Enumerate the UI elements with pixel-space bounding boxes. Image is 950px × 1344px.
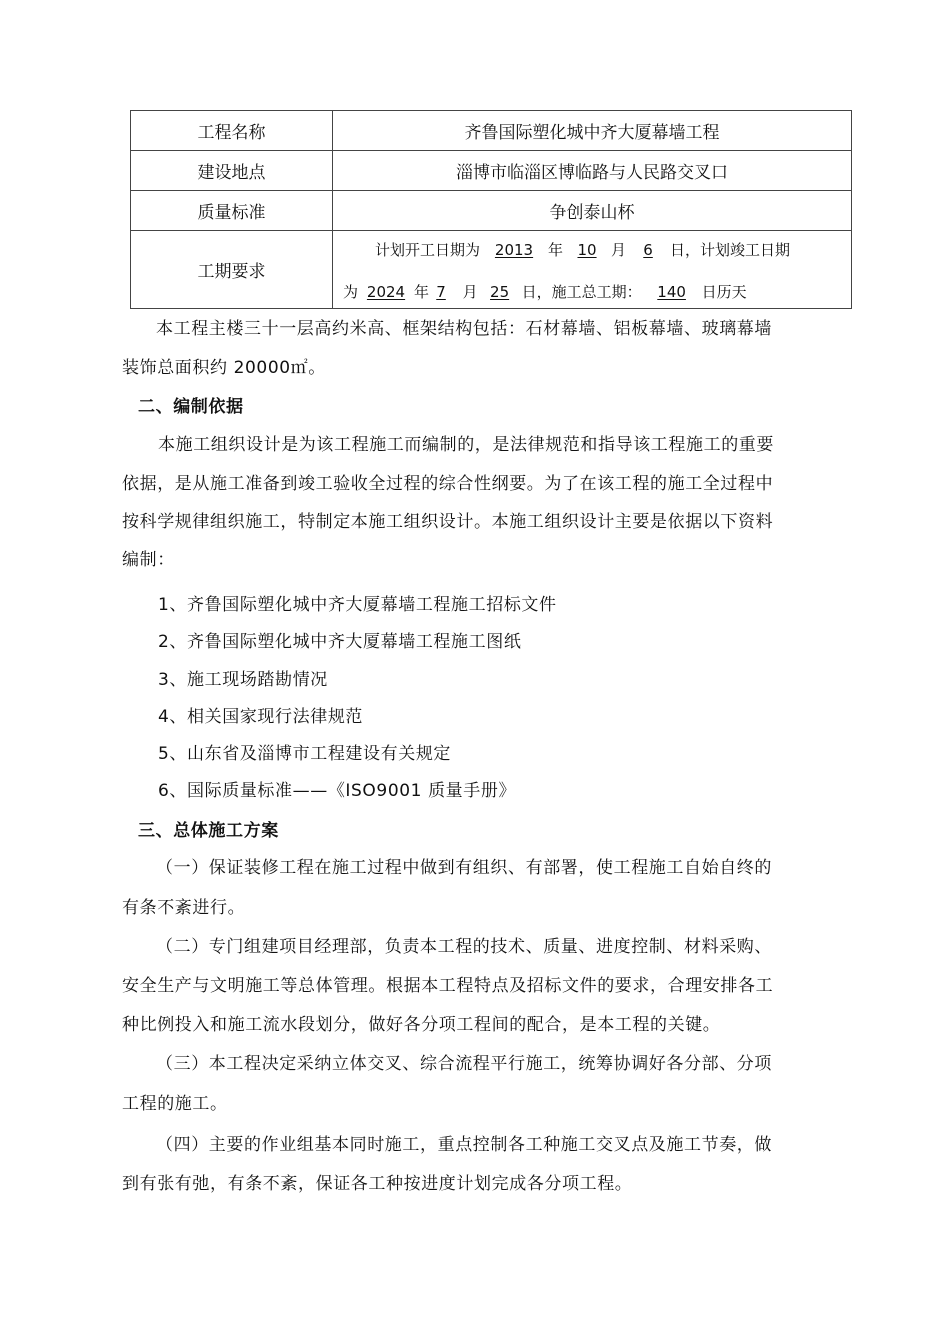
section2-paragraph-line: 按科学规律组织施工，特制定本施工组织设计。本施工组织设计主要是依据以下资料 [122, 512, 774, 532]
schedule-line-2 [333, 282, 851, 302]
list-item: 6、国际质量标准——《ISO9001 质量手册》 [158, 781, 517, 801]
section3-paragraph-line: 工程的施工。 [122, 1094, 228, 1114]
section3-paragraph-line: （三）本工程决定采纳立体交叉、综合流程平行施工，统筹协调好各分部、分项 [156, 1054, 772, 1074]
quality-standard-value: 争创泰山杯 [333, 191, 852, 231]
overview-line-2: 装饰总面积约 20000㎡。 [122, 358, 326, 378]
mid-text: 日，计划竣工日期 [670, 240, 791, 259]
section3-paragraph-line: （一）保证装修工程在施工过程中做到有组织、有部署，使工程施工自始自终的 [156, 858, 772, 878]
end-month: 7 [436, 282, 446, 301]
section3-paragraph-line: 安全生产与文明施工等总体管理。根据本工程特点及招标文件的要求，合理安排各工 [122, 976, 774, 996]
location-value: 淄博市临淄区博临路与人民路交叉口 [333, 151, 852, 191]
total-suffix: 日历天 [701, 282, 747, 301]
section2-paragraph-line: 本施工组织设计是为该工程施工而编制的，是法律规范和指导该工程施工的重要 [158, 435, 774, 455]
end-day: 25 [490, 282, 510, 301]
table-row [131, 231, 852, 309]
section3-paragraph-line: （四）主要的作业组基本同时施工，重点控制各工种施工交叉点及施工节奏，做 [156, 1135, 772, 1155]
section3-paragraph-line: 到有张有弛，有条不紊，保证各工种按进度计划完成各分项工程。 [122, 1174, 633, 1194]
project-info-table [130, 110, 852, 309]
section2-paragraph-line: 编制： [122, 550, 175, 570]
start-year: 2013 [494, 240, 534, 259]
end-prefix: 为 [343, 282, 359, 301]
section3-paragraph-line: 种比例投入和施工流水段划分，做好各分项工程间的配合，是本工程的关键。 [122, 1015, 721, 1035]
location-label: 建设地点 [131, 151, 333, 191]
section2-heading: 二、编制依据 [138, 397, 244, 417]
table-row [131, 191, 852, 231]
start-prefix: 计划开工日期为 [375, 240, 481, 259]
list-item: 1、齐鲁国际塑化城中齐大厦幕墙工程施工招标文件 [158, 595, 557, 615]
year-char: 年 [548, 240, 564, 259]
project-name-value: 齐鲁国际塑化城中齐大厦幕墙工程 [333, 111, 852, 151]
list-item: 5、山东省及淄博市工程建设有关规定 [158, 744, 452, 764]
total-prefix: 日，施工总工期： [521, 282, 642, 301]
overview-line-1: 本工程主楼三十一层高约米高、框架结构包括：石材幕墙、铝板幕墙、玻璃幕墙 [156, 319, 772, 339]
schedule-label: 工期要求 [131, 231, 333, 309]
year-char: 年 [414, 282, 430, 301]
table-row [131, 151, 852, 191]
schedule-line-1 [333, 240, 851, 260]
list-item: 3、施工现场踏勘情况 [158, 670, 328, 690]
section3-heading: 三、总体施工方案 [138, 821, 279, 841]
list-item: 4、相关国家现行法律规范 [158, 707, 364, 727]
total-days: 140 [657, 282, 686, 301]
start-month: 10 [577, 240, 597, 259]
start-day: 6 [643, 240, 653, 259]
section3-paragraph-line: （二）专门组建项目经理部，负责本工程的技术、质量、进度控制、材料采购、 [156, 937, 772, 957]
month-char: 月 [462, 282, 478, 301]
section3-paragraph-line: 有条不紊进行。 [122, 898, 246, 918]
list-item: 2、齐鲁国际塑化城中齐大厦幕墙工程施工图纸 [158, 632, 522, 652]
month-char: 月 [611, 240, 627, 259]
section2-paragraph-line: 依据，是从施工准备到竣工验收全过程的综合性纲要。为了在该工程的施工全过程中 [122, 474, 774, 494]
schedule-value [333, 231, 852, 309]
project-name-label: 工程名称 [131, 111, 333, 151]
quality-standard-label: 质量标准 [131, 191, 333, 231]
table-row [131, 111, 852, 151]
end-year: 2024 [366, 282, 406, 301]
